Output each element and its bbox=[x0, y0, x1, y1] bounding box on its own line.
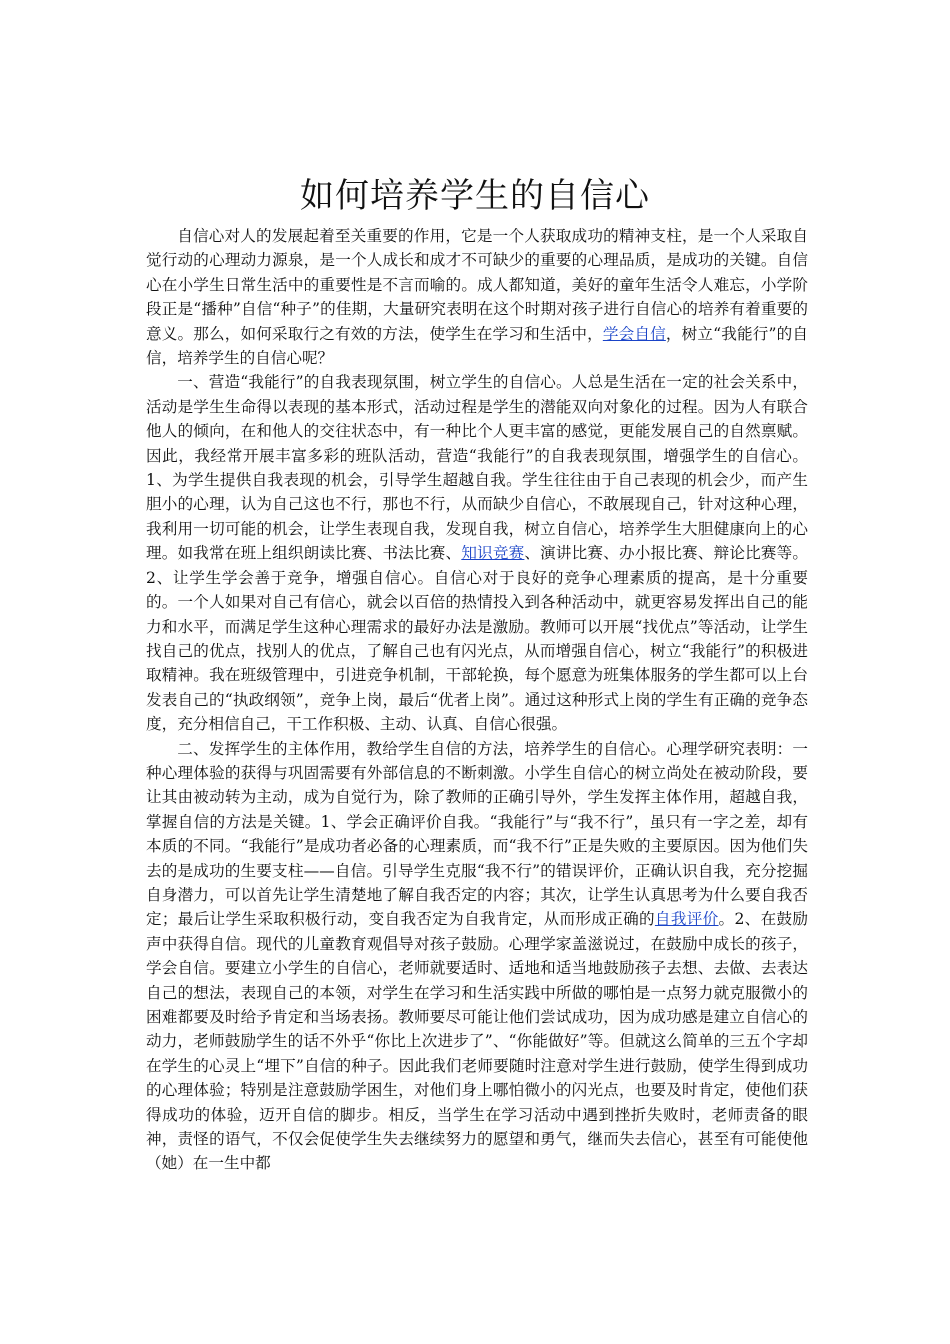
paragraph-text: 自信心对人的发展起着至关重要的作用，它是一个人获取成功的精神支柱，是一个人采取自觉行动的心理动力源泉，是一个人成长和成才不可缺少的重要的心理品质，是成功的关键。自信心在小学生日常生活中的重要性是不言而喻的。成人都知道，美好的童年生活令人难忘，小学阶段正是“播种”自信“种子”的佳期，大量研究表明在这个时期对孩子进行自信心的培养有着重要的意义。那么，如何采取行之有效的方法，使学生在学习和生活中， bbox=[146, 227, 808, 343]
hyperlink[interactable]: 学会自信 bbox=[602, 324, 666, 343]
hyperlink[interactable]: 知识竞赛 bbox=[461, 544, 525, 563]
hyperlink[interactable]: 自我评价 bbox=[654, 910, 719, 929]
body-paragraph bbox=[146, 224, 808, 370]
paragraph-text: 、演讲比赛、办小报比赛、辩论比赛等。2、让学生学会善于竞争，增强自信心。自信心对于良好的竞争心理素质的提高，是十分重要的。一个人如果对自己有信心，就会以百倍的热情投入到各种活动中，就更容易发挥出自己的能力和水平，而满足学生这种心理需求的最好办法是激励。教师可以开展“找优点”等活动，让学生找自己的优点，找别人的优点，了解自己也有闪光点，从而增强自信心，树立“我能行”的积极进取精神。我在班级管理中，引进竞争机制，干部轮换，每个愿意为班集体服务的学生都可以上台发表自己的“执政纲领”，竞争上岗，最后“优者上岗”。通过这种形式上岗的学生有正确的竞争态度，充分相信自己，干工作积极、主动、认真、自信心很强。 bbox=[146, 544, 808, 734]
paragraph-text: 。2、在鼓励声中获得自信。现代的儿童教育观倡导对孩子鼓励。心理学家盖滋说过，在鼓励中成长的孩子，学会自信。要建立小学生的自信心，老师就要适时、适地和适当地鼓励孩子去想、去做、去表达自己的想法，表现自己的本领，对学生在学习和生活实践中所做的哪怕是一点努力就克服微小的困难都要及时给予肯定和当场表扬。教师要尽可能让他们尝试成功，因为成功感是建立自信心的动力，老师鼓励学生的话不外乎“你比上次进步了”、“你能做好”等。但就这么简单的三五个字却在学生的心灵上“埋下”自信的种子。因此我们老师要随时注意对学生进行鼓励，使学生得到成功的心理体验；特别是注意鼓励学困生，对他们身上哪怕微小的闪光点，也要及时肯定，使他们获得成功的体验，迈开自信的脚步。相反，当学生在学习活动中遇到挫折失败时，老师责备的眼神，责怪的语气，不仅会促使学生失去继续努力的愿望和勇气，继而失去信心，甚至有可能使他（她）在一生中都 bbox=[146, 910, 808, 1173]
document-title: 如何培养学生的自信心 bbox=[300, 176, 650, 216]
paragraph-text: 二、发挥学生的主体作用，教给学生自信的方法，培养学生的自信心。心理学研究表明：一种心理体验的获得与巩固需要有外部信息的不断刺激。小学生自信心的树立尚处在被动阶段，要让其由被动转为主动，成为自觉行为，除了教师的正确引导外，学生发挥主体作用，超越自我，掌握自信的方法是关键。1、学会正确评价自我。“我能行”与“我不行”，虽只有一字之差，却有本质的不同。“我能行”是成功者必备的心理素质，而“我不行”正是失败的主要原因。因为他们失去的是成功的生要支柱——自信。引导学生克服“我不行”的错误评价，正确认识自我，充分挖掘自身潜力，可以首先让学生清楚地了解自我否定的内容；其次，让学生认真思考为什么要自我否定；最后让学生采取积极行动，变自我否定为自我肯定，从而形成正确的 bbox=[146, 739, 808, 929]
body-paragraph bbox=[146, 370, 808, 736]
paragraph-text: ，树立“我能行”的自信，培养学生的自信心呢？ bbox=[146, 324, 808, 368]
document-body bbox=[146, 224, 808, 1176]
paragraph-text: 一、营造“我能行”的自我表现氛围，树立学生的自信心。人总是生活在一定的社会关系中，活动是学生生命得以表现的基本形式，活动过程是学生的潜能双向对象化的过程。因为人有联合他人的倾向，在和他人的交往状态中，有一种比个人更丰富的感觉，更能发展自己的自然禀赋。因此，我经常开展丰富多彩的班队活动，营造“我能行”的自我表现氛围，增强学生的自信心。1、为学生提供自我表现的机会，引导学生超越自我。学生往往由于自己表现的机会少，而产生胆小的心理，认为自己这也不行，那也不行，从而缺少自信心，不敢展现自己，针对这种心理，我利用一切可能的机会，让学生表现自我，发现自我，树立自信心，培养学生大胆健康向上的心理。如我常在班上组织朗读比赛、书法比赛、 bbox=[146, 373, 808, 563]
body-paragraph bbox=[146, 737, 808, 1176]
